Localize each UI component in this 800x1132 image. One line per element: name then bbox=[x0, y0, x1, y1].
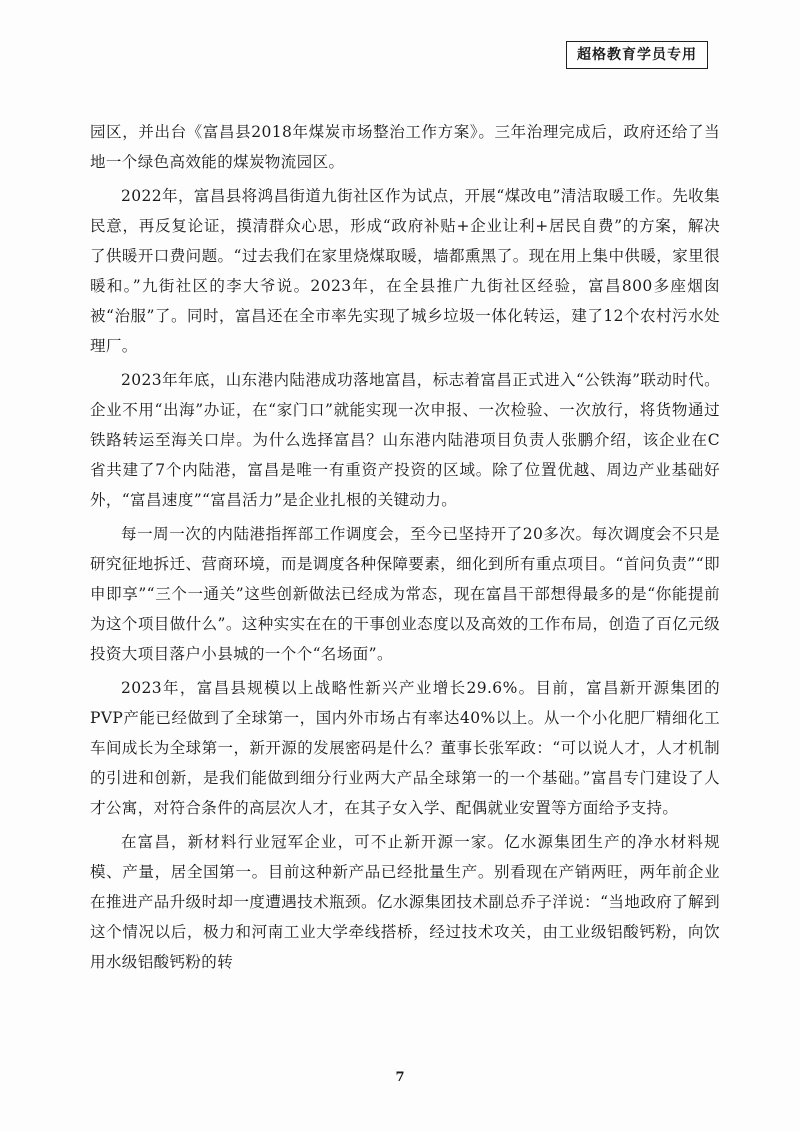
paragraph: 每一周一次的内陆港指挥部工作调度会，至今已坚持开了20多次。每次调度会不只是研究征地拆迁、营商环境，而是调度各种保障要素，细化到所有重点项目。“首问负责”“即申即享”“三个一通关”这些创新做法已经成为常态，现在富昌干部想得最多的是“你能提前为这个项目做什么”。这种实实在在的干事创业态度以及高效的工作布局，创造了百亿元级投资大项目落户小县城的一个个“名场面”。 bbox=[90, 525, 720, 663]
header-badge: 超格教育学员专用 bbox=[566, 41, 708, 69]
paragraph: 2023年，富昌县规模以上战略性新兴产业增长29.6%。目前，富昌新开源集团的PVP产能已经做到了全球第一，国内外市场占有率达40%以上。从一个小化肥厂精细化工车间成长为全球第一，新开源的发展密码是什么？董事长张军政：“可以说人才，人才机制的引进和创新，是我们能做到细分行业两大产品全球第一的一个基础。”富昌专门建设了人才公寓，对符合条件的高层次人才，在其子女入学、配偶就业安置等方面给予支持。 bbox=[90, 679, 720, 817]
document-body bbox=[90, 117, 720, 981]
paragraph: 2023年年底，山东港内陆港成功落地富昌，标志着富昌正式进入“公铁海”联动时代。企业不用“出海”办证，在“家门口”就能实现一次申报、一次检验、一次放行，将货物通过铁路转运至海关口岸。为什么选择富昌？山东港内陆港项目负责人张鹏介绍，该企业在C省共建了7个内陆港，富昌是唯一有重资产投资的区域。除了位置优越、周边产业基础好外，“富昌速度”“富昌活力”是企业扎根的关键动力。 bbox=[90, 371, 720, 509]
paragraph-continuation: 园区，并出台《富昌县2018年煤炭市场整治工作方案》。三年治理完成后，政府还给了当地一个绿色高效能的煤炭物流园区。 bbox=[90, 123, 720, 171]
page-number: 7 bbox=[395, 1070, 405, 1085]
paragraph: 在富昌，新材料行业冠军企业，可不止新开源一家。亿水源集团生产的净水材料规模、产量，居全国第一。目前这种新产品已经批量生产。别看现在产销两旺，两年前企业在推进产品升级时却一度遭遇技术瓶颈。亿水源集团技术副总乔子洋说：“当地政府了解到这个情况以后，极力和河南工业大学牵线搭桥，经过技术攻关，由工业级铝酸钙粉，向饮用水级铝酸钙粉的转 bbox=[90, 833, 720, 971]
paragraph: 2022年，富昌县将鸿昌街道九街社区作为试点，开展“煤改电”清洁取暖工作。先收集民意，再反复论证，摸清群众心思，形成“政府补贴+企业让利+居民自费”的方案，解决了供暖开口费问题。“过去我们在家里烧煤取暖，墙都熏黑了。现在用上集中供暖，家里很暖和。”九街社区的李大爷说。2023年，在全县推广九街社区经验，富昌800多座烟囱被“治服”了。同时，富昌还在全市率先实现了城乡垃圾一体化转运，建了12个农村污水处理厂。 bbox=[90, 187, 720, 355]
